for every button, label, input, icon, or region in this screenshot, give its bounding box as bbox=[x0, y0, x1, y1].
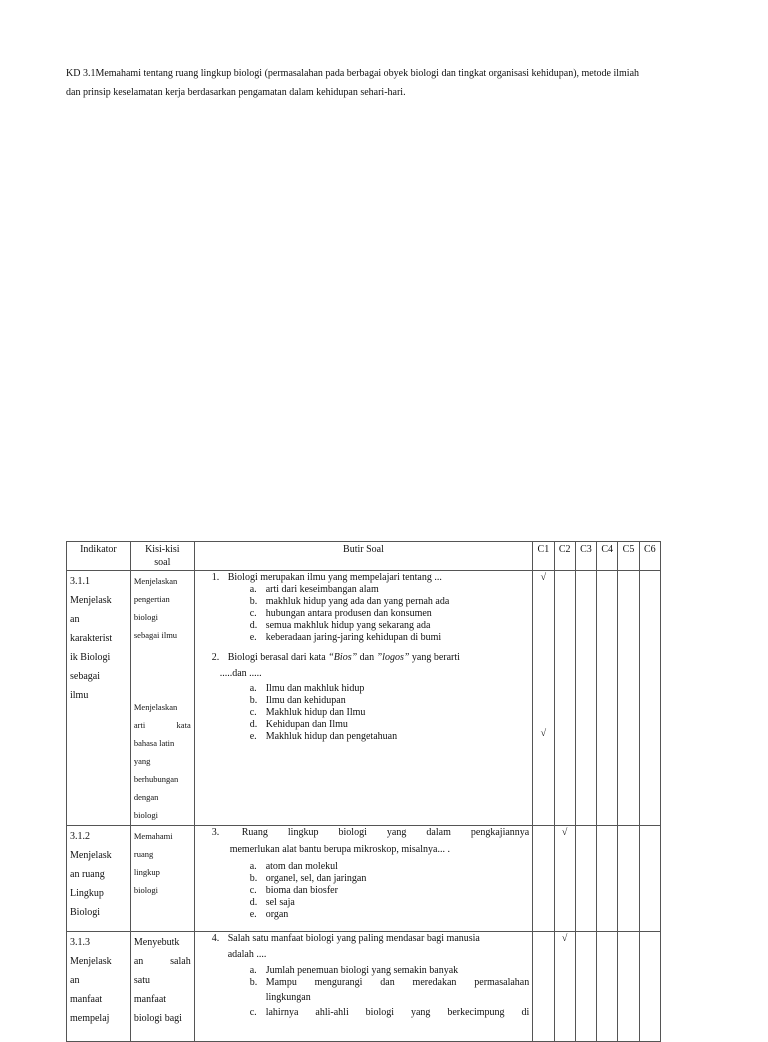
question-term: “Bios” bbox=[328, 652, 358, 663]
question-grid-table bbox=[66, 541, 661, 1042]
indikator-text: Menjelask bbox=[70, 850, 112, 861]
option-item: c. hubungan antara produsen dan konsumen bbox=[249, 608, 432, 619]
option-item: e. keberadaan jaring-jaring kehidupan di bumi bbox=[249, 632, 442, 643]
option-item: b. Ilmu dan kehidupan bbox=[249, 695, 346, 706]
question-term: ”logos” bbox=[376, 652, 410, 663]
c2-cell bbox=[554, 826, 575, 932]
kisi-text: biologi bbox=[133, 612, 158, 622]
kisi-text: biologi bbox=[133, 885, 158, 895]
question-4 bbox=[198, 933, 530, 945]
indikator-text: 3.1.2 bbox=[70, 831, 90, 842]
intro-paragraph bbox=[66, 64, 706, 102]
option-item: b. organel, sel, dan jaringan bbox=[249, 873, 367, 884]
question-text: Ruang lingkup biologi yang dalam pengkajiannya bbox=[241, 827, 530, 838]
indikator-text: an bbox=[70, 975, 80, 986]
header-kisi bbox=[130, 542, 194, 571]
c6-cell bbox=[639, 932, 660, 1042]
option-item: a. atom dan molekul bbox=[249, 861, 338, 872]
c6-cell bbox=[639, 571, 660, 826]
header-butir-soal: Butir Soal bbox=[194, 542, 533, 571]
c4-cell bbox=[597, 826, 618, 932]
kisi-text: biologi bbox=[133, 810, 158, 820]
butir-soal-cell bbox=[194, 826, 533, 932]
question-number: 3. bbox=[211, 827, 220, 838]
option-item: d. semua makhluk hidup yang sekarang ada bbox=[249, 620, 431, 631]
kisi-text: an salah bbox=[133, 956, 191, 967]
option-item: d. sel saja bbox=[249, 897, 295, 908]
header-c3: C3 bbox=[575, 542, 596, 571]
question-text-continued: adalah .... bbox=[227, 949, 267, 960]
butir-soal-cell bbox=[194, 932, 533, 1042]
kisi-text: Menjelaskan bbox=[133, 702, 178, 712]
question-2 bbox=[198, 652, 530, 664]
kisi-text: dengan bbox=[133, 792, 159, 802]
table-header-row bbox=[67, 542, 661, 571]
question-text-continued: memerlukan alat bantu berupa mikroskop, misalnya... . bbox=[229, 844, 450, 855]
header-c2: C2 bbox=[554, 542, 575, 571]
kisi-text: manfaat bbox=[133, 994, 167, 1005]
table-row bbox=[67, 826, 661, 932]
option-item: c. lahirnya ahli-ahli biologi yang berkecimpung di bbox=[249, 1007, 530, 1018]
question-number: 4. bbox=[211, 933, 220, 944]
option-item: a. Jumlah penemuan biologi yang semakin banyak bbox=[249, 965, 459, 976]
kisi-text: bahasa latin bbox=[133, 738, 175, 748]
indikator-cell bbox=[67, 932, 131, 1042]
question-text-continued: .....dan ..... bbox=[219, 668, 262, 679]
kisi-text: pengertian bbox=[133, 594, 170, 604]
header-c4: C4 bbox=[597, 542, 618, 571]
kisi-text: Menjelaskan bbox=[133, 576, 178, 586]
question-text: yang berarti bbox=[411, 652, 460, 663]
question-2-options bbox=[198, 683, 530, 743]
question-1-options bbox=[198, 584, 530, 644]
c1-cell bbox=[533, 932, 554, 1042]
indikator-text: 3.1.3 bbox=[70, 937, 90, 948]
kisi-text: satu bbox=[133, 975, 150, 986]
option-item: lingkungan bbox=[265, 992, 311, 1003]
indikator-text: Menjelask bbox=[70, 956, 112, 967]
kisi-text: lingkup bbox=[133, 867, 160, 877]
indikator-text: karakterist bbox=[70, 633, 113, 644]
question-text: Salah satu manfaat biologi yang paling mendasar bagi manusia bbox=[227, 933, 480, 944]
c5-cell bbox=[618, 571, 639, 826]
intro-line-1: KD 3.1Memahami tentang ruang lingkup biologi (permasalahan pada berbagai obyek biologi dan tingkat organisasi kehidupan), metode ilmiah bbox=[66, 68, 640, 79]
question-text: Biologi merupakan ilmu yang mempelajari tentang ... bbox=[227, 572, 442, 583]
kisi-text: biologi bagi bbox=[133, 1013, 182, 1024]
kisi-text: sebagai ilmu bbox=[133, 630, 178, 640]
header-c6: C6 bbox=[639, 542, 660, 571]
check-mark: √ bbox=[540, 728, 547, 739]
kisi-cell bbox=[130, 571, 194, 826]
kisi-text: Memahami bbox=[133, 831, 173, 841]
c1-cell bbox=[533, 571, 554, 826]
question-text: dan bbox=[357, 652, 377, 663]
option-item: a. arti dari keseimbangan alam bbox=[249, 584, 379, 595]
c5-cell bbox=[618, 932, 639, 1042]
c4-cell bbox=[597, 571, 618, 826]
c2-cell bbox=[554, 571, 575, 826]
option-item: b. Mampu mengurangi dan meredakan permasalahan bbox=[249, 977, 530, 988]
c3-cell bbox=[575, 932, 596, 1042]
option-item: a. Ilmu dan makhluk hidup bbox=[249, 683, 365, 694]
kisi-text: Menyebutk bbox=[133, 937, 180, 948]
header-indikator: Indikator bbox=[67, 542, 131, 571]
indikator-text: ik Biologi bbox=[70, 652, 111, 663]
c3-cell bbox=[575, 826, 596, 932]
kisi-text: ruang bbox=[133, 849, 154, 859]
option-item: c. Makhluk hidup dan Ilmu bbox=[249, 707, 366, 718]
indikator-text: 3.1.1 bbox=[70, 576, 90, 587]
header-c5: C5 bbox=[618, 542, 639, 571]
question-number: 1. bbox=[211, 572, 220, 583]
header-kisi-line1: Kisi-kisi bbox=[145, 544, 180, 555]
indikator-text: an ruang bbox=[70, 869, 105, 880]
option-item: c. bioma dan biosfer bbox=[249, 885, 338, 896]
option-item: e. organ bbox=[249, 909, 289, 920]
indikator-cell bbox=[67, 826, 131, 932]
header-kisi-line2: soal bbox=[154, 557, 171, 568]
indikator-text: manfaat bbox=[70, 994, 103, 1005]
kisi-text: arti kata bbox=[133, 720, 191, 730]
indikator-text: ilmu bbox=[70, 690, 89, 701]
table-row bbox=[67, 571, 661, 826]
check-mark: √ bbox=[561, 933, 568, 944]
kisi-text: yang bbox=[133, 756, 151, 766]
option-item: d. Kehidupan dan Ilmu bbox=[249, 719, 348, 730]
question-text: Biologi berasal dari kata bbox=[227, 652, 329, 663]
indikator-cell bbox=[67, 571, 131, 826]
c1-cell bbox=[533, 826, 554, 932]
c5-cell bbox=[618, 826, 639, 932]
indikator-text: sebagai bbox=[70, 671, 100, 682]
option-item: b. makhluk hidup yang ada dan yang pernah ada bbox=[249, 596, 450, 607]
c3-cell bbox=[575, 571, 596, 826]
indikator-text: an bbox=[70, 614, 80, 625]
check-mark: √ bbox=[561, 827, 568, 838]
indikator-text: mempelaj bbox=[70, 1013, 110, 1024]
check-mark: √ bbox=[540, 572, 547, 583]
table-row bbox=[67, 932, 661, 1042]
c2-cell bbox=[554, 932, 575, 1042]
c4-cell bbox=[597, 932, 618, 1042]
kisi-cell bbox=[130, 826, 194, 932]
indikator-text: Biologi bbox=[70, 907, 101, 918]
c6-cell bbox=[639, 826, 660, 932]
question-3 bbox=[198, 827, 530, 839]
question-4-options bbox=[198, 965, 530, 1019]
header-c1: C1 bbox=[533, 542, 554, 571]
question-number: 2. bbox=[211, 652, 220, 663]
option-item: e. Makhluk hidup dan pengetahuan bbox=[249, 731, 398, 742]
intro-line-2: dan prinsip keselamatan kerja berdasarkan pengamatan dalam kehidupan sehari-hari. bbox=[66, 87, 406, 98]
kisi-text: berhubungan bbox=[133, 774, 179, 784]
butir-soal-cell bbox=[194, 571, 533, 826]
question-1 bbox=[198, 572, 530, 584]
question-3-options bbox=[198, 861, 530, 921]
kisi-cell bbox=[130, 932, 194, 1042]
indikator-text: Menjelask bbox=[70, 595, 112, 606]
indikator-text: Lingkup bbox=[70, 888, 104, 899]
